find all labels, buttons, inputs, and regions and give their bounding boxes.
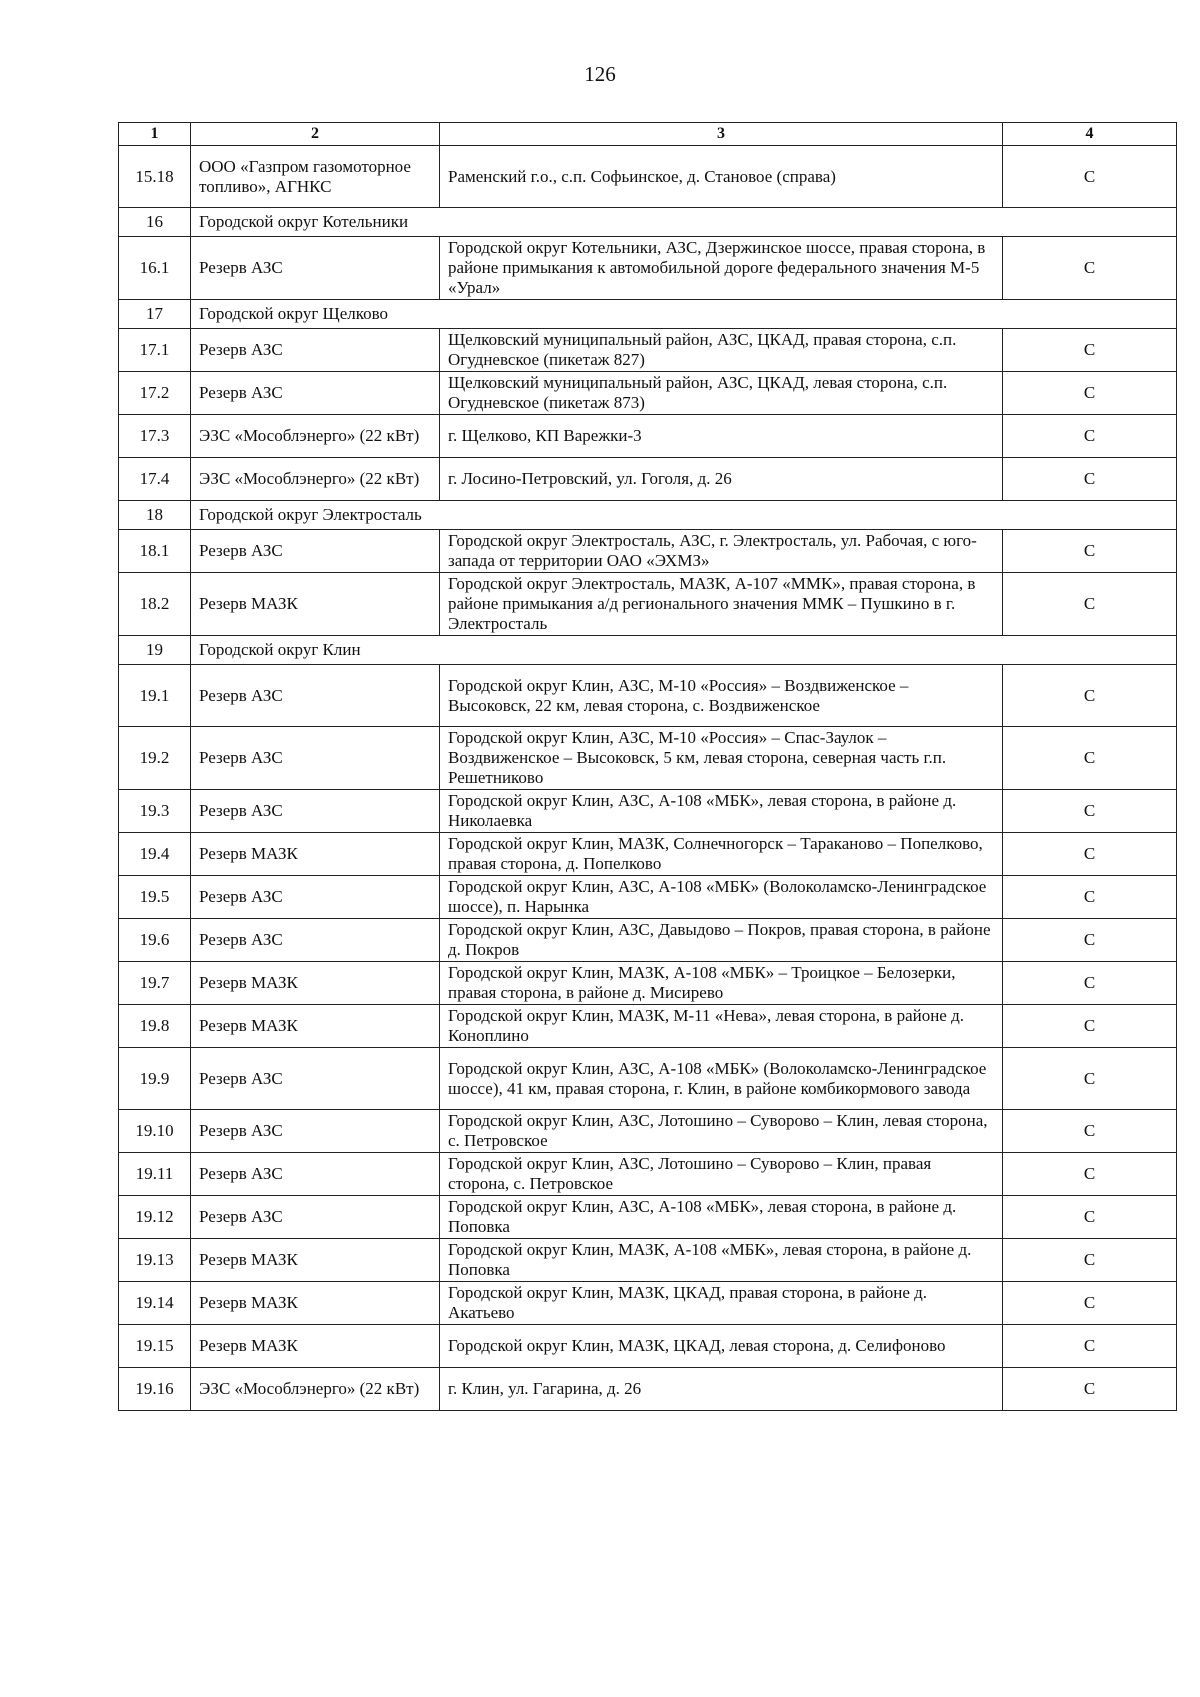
row-number: 19 [119, 636, 191, 665]
object-location: Щелковский муниципальный район, АЗС, ЦКАД, левая сторона, с.п. Огудневское (пикетаж 873) [440, 372, 1003, 415]
object-location: Городской округ Клин, АЗС, А-108 «МБК» (Волоколамско-Ленинградское шоссе), 41 км, правая сторона, г. Клин, в районе комбикормового завода [440, 1048, 1003, 1110]
section-title: Городской округ Электросталь [191, 501, 1177, 530]
table-row [119, 665, 1177, 727]
status-mark: С [1003, 237, 1177, 300]
row-number: 19.1 [119, 665, 191, 727]
status-mark: С [1003, 876, 1177, 919]
object-location: г. Лосино-Петровский, ул. Гоголя, д. 26 [440, 458, 1003, 501]
row-number: 18.1 [119, 530, 191, 573]
table-row [119, 876, 1177, 919]
status-mark: С [1003, 372, 1177, 415]
status-mark: С [1003, 1368, 1177, 1411]
table-row [119, 833, 1177, 876]
object-location: Городской округ Клин, МАЗК, А-108 «МБК» – Троицкое – Белозерки, правая сторона, в районе д. Мисирево [440, 962, 1003, 1005]
status-mark: С [1003, 329, 1177, 372]
object-name: Резерв АЗС [191, 372, 440, 415]
section-row [119, 636, 1177, 665]
status-mark: С [1003, 1282, 1177, 1325]
row-number: 19.5 [119, 876, 191, 919]
row-number: 17.3 [119, 415, 191, 458]
status-mark: С [1003, 1110, 1177, 1153]
object-location: Городской округ Клин, АЗС, М-10 «Россия» – Спас-Заулок – Воздвиженское – Высоковск, 5 км, левая сторона, северная часть г.п. Решетниково [440, 727, 1003, 790]
table-row [119, 1110, 1177, 1153]
status-mark: С [1003, 790, 1177, 833]
table-row [119, 1325, 1177, 1368]
row-number: 18.2 [119, 573, 191, 636]
section-row [119, 300, 1177, 329]
table-row [119, 458, 1177, 501]
object-location: Городской округ Клин, МАЗК, ЦКАД, левая сторона, д. Селифоново [440, 1325, 1003, 1368]
section-title: Городской округ Клин [191, 636, 1177, 665]
row-number: 19.11 [119, 1153, 191, 1196]
row-number: 19.12 [119, 1196, 191, 1239]
table-row [119, 329, 1177, 372]
status-mark: С [1003, 1196, 1177, 1239]
row-number: 16 [119, 208, 191, 237]
object-name: Резерв АЗС [191, 727, 440, 790]
object-location: Городской округ Клин, АЗС, М-10 «Россия» – Воздвиженское – Высоковск, 22 км, левая сторона, с. Воздвиженское [440, 665, 1003, 727]
section-row [119, 501, 1177, 530]
status-mark: С [1003, 458, 1177, 501]
table-row [119, 372, 1177, 415]
section-title: Городской округ Котельники [191, 208, 1177, 237]
table-body [119, 123, 1177, 1411]
object-name: Резерв АЗС [191, 1048, 440, 1110]
row-number: 19.16 [119, 1368, 191, 1411]
row-number: 17.1 [119, 329, 191, 372]
object-location: Городской округ Клин, МАЗК, Солнечногорск – Тараканово – Попелково, правая сторона, д. Попелково [440, 833, 1003, 876]
row-number: 19.6 [119, 919, 191, 962]
table-row [119, 573, 1177, 636]
row-number: 19.9 [119, 1048, 191, 1110]
status-mark: С [1003, 833, 1177, 876]
section-title: Городской округ Щелково [191, 300, 1177, 329]
row-number: 19.3 [119, 790, 191, 833]
row-number: 19.14 [119, 1282, 191, 1325]
status-mark: С [1003, 919, 1177, 962]
table-row [119, 237, 1177, 300]
table-row [119, 1153, 1177, 1196]
object-location: г. Клин, ул. Гагарина, д. 26 [440, 1368, 1003, 1411]
table-row [119, 146, 1177, 208]
object-location: Городской округ Клин, МАЗК, М-11 «Нева», левая сторона, в районе д. Коноплино [440, 1005, 1003, 1048]
row-number: 19.2 [119, 727, 191, 790]
object-location: Раменский г.о., с.п. Софьинское, д. Становое (справа) [440, 146, 1003, 208]
object-location: Городской округ Электросталь, МАЗК, А-107 «ММК», правая сторона, в районе примыкания а/д регионального значения ММК – Пушкино в г. Электросталь [440, 573, 1003, 636]
object-location: Городской округ Клин, АЗС, Давыдово – Покров, правая сторона, в районе д. Покров [440, 919, 1003, 962]
row-number: 19.7 [119, 962, 191, 1005]
table-row [119, 415, 1177, 458]
status-mark: С [1003, 573, 1177, 636]
object-name: Резерв АЗС [191, 237, 440, 300]
row-number: 18 [119, 501, 191, 530]
table-row [119, 727, 1177, 790]
object-name: Резерв МАЗК [191, 573, 440, 636]
object-name: Резерв АЗС [191, 329, 440, 372]
object-name: Резерв АЗС [191, 665, 440, 727]
table-header-row [119, 123, 1177, 146]
row-number: 19.8 [119, 1005, 191, 1048]
page-number: 126 [584, 62, 616, 86]
object-name: Резерв АЗС [191, 530, 440, 573]
object-location: г. Щелково, КП Варежки-3 [440, 415, 1003, 458]
status-mark: С [1003, 1325, 1177, 1368]
row-number: 19.15 [119, 1325, 191, 1368]
header-cell: 2 [191, 123, 440, 146]
object-name: Резерв МАЗК [191, 833, 440, 876]
table-row [119, 1196, 1177, 1239]
object-name: Резерв МАЗК [191, 1282, 440, 1325]
object-location: Щелковский муниципальный район, АЗС, ЦКАД, правая сторона, с.п. Огудневское (пикетаж 827) [440, 329, 1003, 372]
table-row [119, 1005, 1177, 1048]
row-number: 19.13 [119, 1239, 191, 1282]
section-row [119, 208, 1177, 237]
status-mark: С [1003, 146, 1177, 208]
header-cell: 1 [119, 123, 191, 146]
table-row [119, 790, 1177, 833]
object-name: Резерв МАЗК [191, 1239, 440, 1282]
object-name: Резерв АЗС [191, 876, 440, 919]
object-location: Городской округ Электросталь, АЗС, г. Электросталь, ул. Рабочая, с юго-запада от территории ОАО «ЭХМЗ» [440, 530, 1003, 573]
status-mark: С [1003, 415, 1177, 458]
object-location: Городской округ Клин, МАЗК, ЦКАД, правая сторона, в районе д. Акатьево [440, 1282, 1003, 1325]
object-location: Городской округ Клин, АЗС, А-108 «МБК» (Волоколамско-Ленинградское шоссе), п. Нарынка [440, 876, 1003, 919]
object-location: Городской округ Клин, АЗС, А-108 «МБК», левая сторона, в районе д. Николаевка [440, 790, 1003, 833]
table-row [119, 1282, 1177, 1325]
status-mark: С [1003, 530, 1177, 573]
object-name: ЭЗС «Мособлэнерго» (22 кВт) [191, 415, 440, 458]
table-row [119, 1239, 1177, 1282]
row-number: 17.4 [119, 458, 191, 501]
row-number: 17 [119, 300, 191, 329]
object-location: Городской округ Клин, АЗС, Лотошино – Суворово – Клин, правая сторона, с. Петровское [440, 1153, 1003, 1196]
object-name: ЭЗС «Мособлэнерго» (22 кВт) [191, 1368, 440, 1411]
row-number: 17.2 [119, 372, 191, 415]
object-name: Резерв АЗС [191, 1153, 440, 1196]
table-row [119, 962, 1177, 1005]
header-cell: 4 [1003, 123, 1177, 146]
status-mark: С [1003, 665, 1177, 727]
object-name: Резерв МАЗК [191, 962, 440, 1005]
document-table [118, 122, 1177, 1411]
object-location: Городской округ Клин, АЗС, Лотошино – Суворово – Клин, левая сторона, с. Петровское [440, 1110, 1003, 1153]
object-name: Резерв АЗС [191, 1196, 440, 1239]
table-row [119, 1368, 1177, 1411]
table-row [119, 530, 1177, 573]
object-name: Резерв МАЗК [191, 1325, 440, 1368]
row-number: 15.18 [119, 146, 191, 208]
object-name: Резерв АЗС [191, 790, 440, 833]
row-number: 16.1 [119, 237, 191, 300]
object-name: ЭЗС «Мособлэнерго» (22 кВт) [191, 458, 440, 501]
object-location: Городской округ Клин, АЗС, А-108 «МБК», левая сторона, в районе д. Поповка [440, 1196, 1003, 1239]
status-mark: С [1003, 1048, 1177, 1110]
table-row [119, 1048, 1177, 1110]
row-number: 19.4 [119, 833, 191, 876]
object-name: Резерв МАЗК [191, 1005, 440, 1048]
object-name: Резерв АЗС [191, 1110, 440, 1153]
object-location: Городской округ Котельники, АЗС, Дзержинское шоссе, правая сторона, в районе примыкания к автомобильной дороге федерального значения М-5 «Урал» [440, 237, 1003, 300]
status-mark: С [1003, 727, 1177, 790]
status-mark: С [1003, 1239, 1177, 1282]
status-mark: С [1003, 962, 1177, 1005]
object-name: Резерв АЗС [191, 919, 440, 962]
row-number: 19.10 [119, 1110, 191, 1153]
status-mark: С [1003, 1005, 1177, 1048]
status-mark: С [1003, 1153, 1177, 1196]
table-row [119, 919, 1177, 962]
header-cell: 3 [440, 123, 1003, 146]
object-name: ООО «Газпром газомоторное топливо», АГНКС [191, 146, 440, 208]
object-location: Городской округ Клин, МАЗК, А-108 «МБК», левая сторона, в районе д. Поповка [440, 1239, 1003, 1282]
